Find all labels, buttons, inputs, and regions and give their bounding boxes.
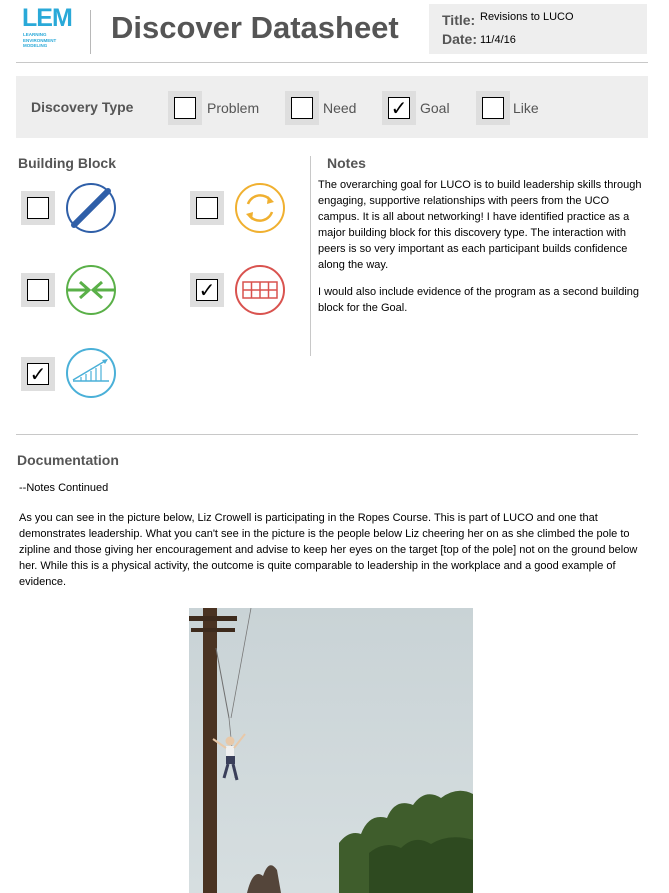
discovery-need-label: Need xyxy=(323,100,357,116)
date-label: Date: xyxy=(442,31,478,47)
checkbox-inner xyxy=(174,97,196,119)
notes-body xyxy=(318,177,648,327)
page-title: Discover Datasheet xyxy=(111,10,399,45)
check-mark-icon: ✓ xyxy=(27,363,49,385)
notes-paragraph-2: I would also include evidence of the program as a second building block for the Goal. xyxy=(318,286,640,314)
logo-mark: LEM xyxy=(22,4,72,32)
documentation-body: As you can see in the picture below, Liz Crowell is participating in the Ropes Course. This is part of LUCO and one that demonstrates leadership. What you can't see in the picture is the people below Liz cheering her on as she climbed the pole to zipline and those giving her encouragement and advise to keep her eyes on the target [top of the pole] not on the ground below her. While this is a physical activity, the outcome is quite comparable to leadership in the workplace and a good example of evidence. xyxy=(19,512,638,588)
converging-arrows-icon xyxy=(65,264,117,316)
date-value: 11/4/16 xyxy=(480,34,516,46)
building-block-checkbox-3[interactable] xyxy=(21,273,55,307)
title-label: Title: xyxy=(442,12,476,28)
discovery-like-checkbox[interactable] xyxy=(476,91,510,125)
discovery-goal-label: Goal xyxy=(420,100,450,116)
checkbox-inner xyxy=(482,97,504,119)
discovery-need-checkbox[interactable] xyxy=(285,91,319,125)
checkbox-inner xyxy=(291,97,313,119)
header-divider xyxy=(90,10,91,54)
logo-tagline: LEARNING ENVIRONMENT MODELING xyxy=(23,32,57,48)
discovery-problem-checkbox[interactable] xyxy=(168,91,202,125)
notes-divider xyxy=(310,156,311,356)
building-block-checkbox-2[interactable] xyxy=(190,191,224,225)
discovery-like-label: Like xyxy=(513,100,539,116)
notes-paragraph-1: The overarching goal for LUCO is to build leadership skills through engaging, supportive relationships with peers from the UCO campus. It is all about networking! I have identified practice as a major building block for this discovery type. The interaction with peers is so very important as each participant builds confidence along the way. xyxy=(318,179,642,271)
building-block-heading: Building Block xyxy=(18,155,116,171)
notes-continued-label: --Notes Continued xyxy=(19,482,109,494)
building-block-checkbox-1[interactable] xyxy=(21,191,55,225)
checkbox-inner xyxy=(27,197,49,219)
grid-table-icon xyxy=(234,264,286,316)
checkbox-inner xyxy=(27,279,49,301)
check-mark-icon: ✓ xyxy=(196,279,218,301)
lem-logo xyxy=(22,4,72,54)
cycle-arrows-icon xyxy=(234,182,286,234)
discovery-problem-label: Problem xyxy=(207,100,260,116)
growth-chart-icon xyxy=(65,347,117,399)
discovery-goal-checkbox[interactable] xyxy=(382,91,416,125)
title-value: Revisions to LUCO xyxy=(480,11,574,23)
section-rule xyxy=(16,434,638,435)
header-rule xyxy=(16,62,648,63)
ropes-course-photo xyxy=(189,608,473,893)
building-block-checkbox-4[interactable] xyxy=(190,273,224,307)
checkbox-inner xyxy=(196,197,218,219)
notes-heading: Notes xyxy=(327,155,366,171)
documentation-heading: Documentation xyxy=(17,452,119,468)
slash-circle-icon xyxy=(65,182,117,234)
building-block-checkbox-5[interactable] xyxy=(21,357,55,391)
discovery-type-label: Discovery Type xyxy=(31,99,134,115)
check-mark-icon: ✓ xyxy=(388,97,410,119)
meta-box xyxy=(429,4,647,54)
